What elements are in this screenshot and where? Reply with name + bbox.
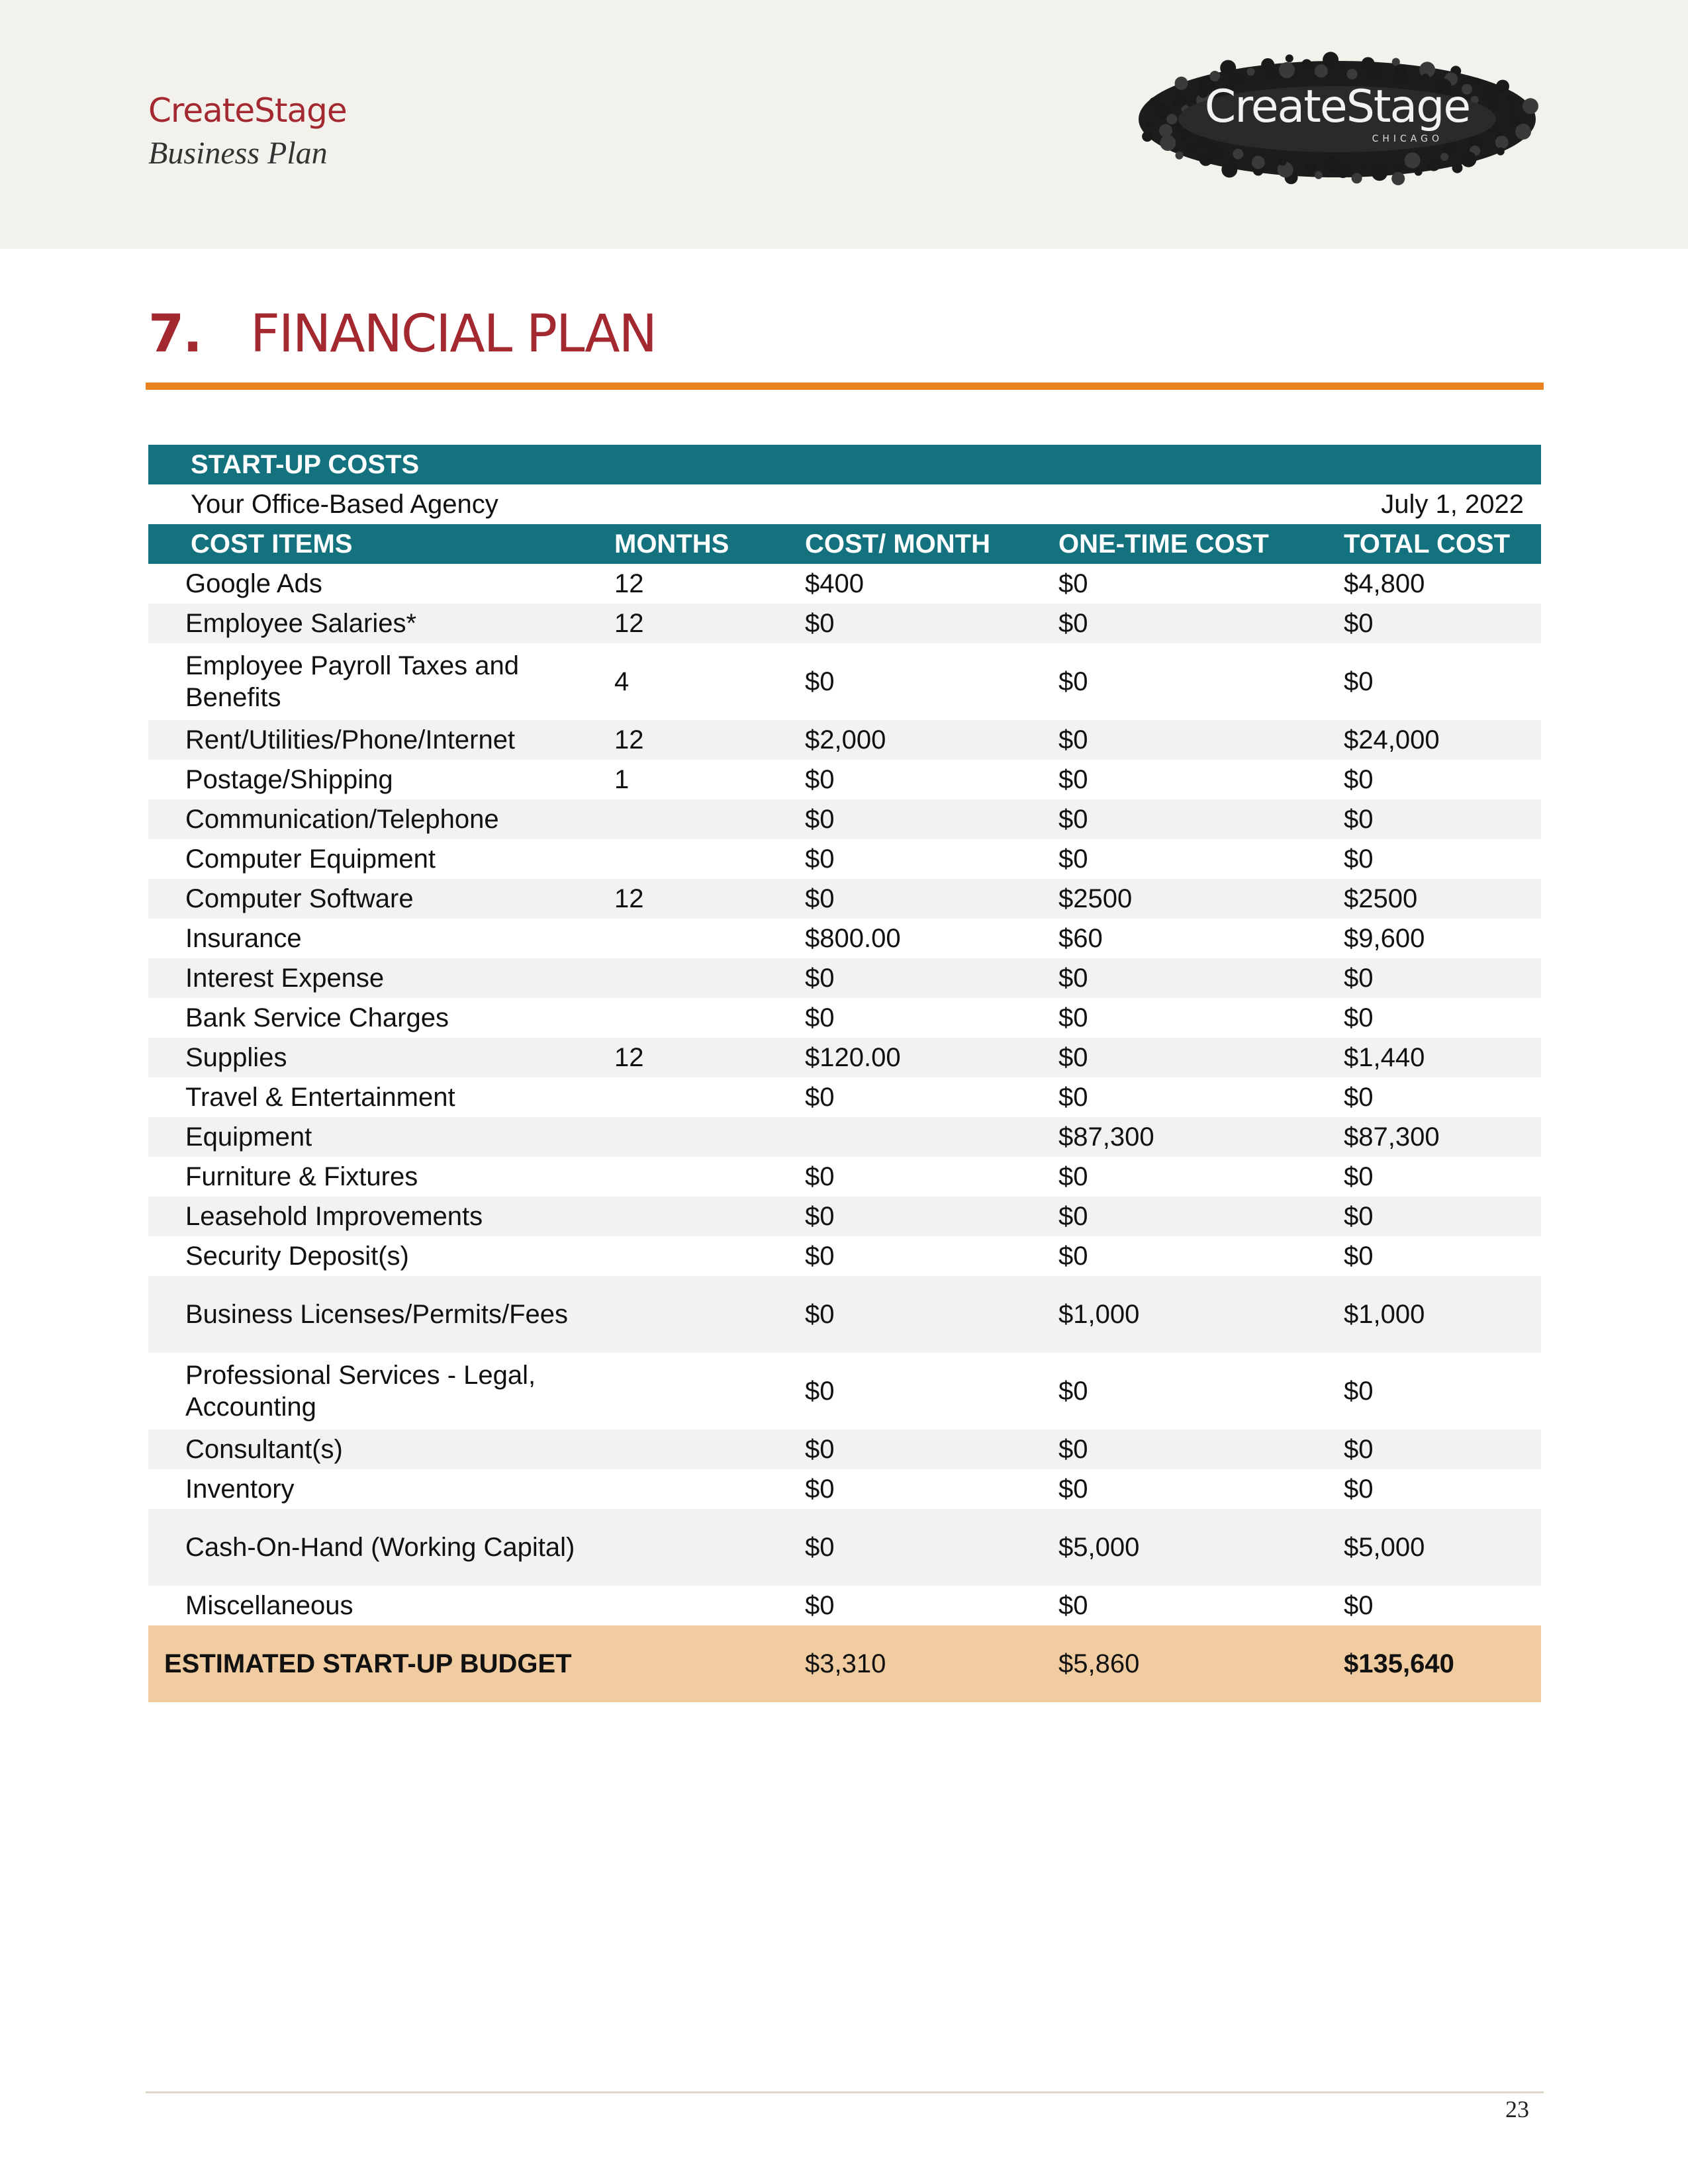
one-time-cost-cell: $0 — [1044, 1469, 1329, 1509]
cost-item-cell: Rent/Utilities/Phone/Internet — [148, 720, 598, 760]
table-row — [148, 564, 1541, 604]
months-cell — [598, 799, 790, 839]
cost-month-cell: $800.00 — [790, 919, 1044, 958]
months-cell — [598, 1077, 790, 1117]
total-label: ESTIMATED START-UP BUDGET — [148, 1625, 598, 1702]
logo-dot — [1146, 119, 1154, 127]
total-cost-cell: $0 — [1329, 1469, 1541, 1509]
cost-month-cell: $0 — [790, 1469, 1044, 1509]
cost-month-cell: $0 — [790, 1236, 1044, 1276]
total-cost-cell: $0 — [1329, 998, 1541, 1038]
logo-dot — [1440, 153, 1448, 161]
cost-month-cell: $0 — [790, 643, 1044, 720]
table-row — [148, 879, 1541, 919]
logo-dot — [1495, 136, 1509, 149]
total-cost-cell: $1,440 — [1329, 1038, 1541, 1077]
logo-dot — [1266, 71, 1276, 81]
cost-month-cell: $0 — [790, 799, 1044, 839]
startup-costs-table — [148, 445, 1541, 1702]
cost-month-cell: $0 — [790, 1276, 1044, 1353]
total-cost-cell: $0 — [1329, 1353, 1541, 1430]
logo-dot — [1261, 58, 1274, 71]
months-cell — [598, 958, 790, 998]
one-time-cost-cell: $0 — [1044, 760, 1329, 799]
months-cell: 12 — [598, 564, 790, 604]
logo-dot — [1392, 58, 1400, 66]
cost-item-cell: Bank Service Charges — [148, 998, 598, 1038]
cost-item-cell: Employee Payroll Taxes and Benefits — [148, 643, 598, 720]
cost-month-cell: $0 — [790, 1077, 1044, 1117]
one-time-cost-cell: $5,000 — [1044, 1509, 1329, 1586]
logo-dot — [1393, 161, 1403, 172]
table-row — [148, 1353, 1541, 1430]
table-row — [148, 1236, 1541, 1276]
one-time-cost-cell: $2500 — [1044, 879, 1329, 919]
logo-dot — [1415, 168, 1423, 176]
total-cost-cell: $4,800 — [1329, 564, 1541, 604]
cost-month-cell: $120.00 — [790, 1038, 1044, 1077]
total-months — [598, 1625, 790, 1702]
cost-item-cell: Computer Equipment — [148, 839, 598, 879]
section-title: FINANCIAL PLAN — [250, 304, 656, 364]
one-time-cost-cell: $0 — [1044, 1197, 1329, 1236]
logo-dot — [1352, 173, 1362, 183]
cost-item-cell: Travel & Entertainment — [148, 1077, 598, 1117]
logo-dot — [1323, 52, 1338, 68]
document-subtitle: Business Plan — [148, 136, 328, 171]
table-row — [148, 799, 1541, 839]
logo-dot — [1496, 80, 1509, 93]
logo-text: CreateStage — [1204, 81, 1470, 133]
table-title-row — [148, 445, 1541, 484]
logo-dot — [1506, 94, 1517, 105]
total-cost-cell: $0 — [1329, 1157, 1541, 1197]
months-cell — [598, 1353, 790, 1430]
cost-item-cell: Business Licenses/Permits/Fees — [148, 1276, 598, 1353]
logo-dot — [1159, 124, 1172, 137]
cost-month-cell: $0 — [790, 958, 1044, 998]
logo-dot — [1252, 156, 1265, 169]
cost-item-cell: Computer Software — [148, 879, 598, 919]
logo-dot — [1347, 69, 1358, 79]
brand-name: CreateStage — [148, 91, 347, 130]
total-cost-cell: $2500 — [1329, 879, 1541, 919]
one-time-cost-cell: $0 — [1044, 799, 1329, 839]
one-time-cost-cell: $0 — [1044, 1157, 1329, 1197]
logo-dot — [1176, 152, 1184, 159]
months-cell — [598, 1430, 790, 1469]
logo-dot — [1405, 152, 1421, 168]
table-row — [148, 760, 1541, 799]
total-cost-cell: $0 — [1329, 1586, 1541, 1625]
months-cell — [598, 919, 790, 958]
logo-dot — [1142, 131, 1152, 142]
cost-item-cell: Equipment — [148, 1117, 598, 1157]
cost-item-cell: Inventory — [148, 1469, 598, 1509]
one-time-cost-cell: $0 — [1044, 1353, 1329, 1430]
one-time-cost-cell: $0 — [1044, 1430, 1329, 1469]
cost-item-cell: Google Ads — [148, 564, 598, 604]
logo-subtext: CHICAGO — [1372, 134, 1443, 144]
logo-dot — [1160, 135, 1176, 151]
table-row — [148, 1197, 1541, 1236]
one-time-cost-cell: $1,000 — [1044, 1276, 1329, 1353]
one-time-cost-cell: $0 — [1044, 1077, 1329, 1117]
column-header: TOTAL COST — [1329, 524, 1541, 564]
logo-dot — [1209, 71, 1220, 81]
one-time-cost-cell: $87,300 — [1044, 1117, 1329, 1157]
total-cost-cell: $9,600 — [1329, 919, 1541, 958]
total-one-time: $5,860 — [1044, 1625, 1329, 1702]
table-row — [148, 1469, 1541, 1509]
logo-dot — [1325, 156, 1340, 172]
months-cell: 12 — [598, 720, 790, 760]
logo-dot — [1360, 163, 1368, 171]
months-cell: 12 — [598, 604, 790, 643]
total-cost-month: $3,310 — [790, 1625, 1044, 1702]
table-row — [148, 1276, 1541, 1353]
cost-month-cell: $0 — [790, 839, 1044, 879]
logo-dot — [1315, 64, 1328, 77]
logo-dot — [1339, 63, 1347, 71]
logo-dot — [1279, 158, 1287, 166]
cost-item-cell: Miscellaneous — [148, 1586, 598, 1625]
logo-dot — [1233, 149, 1243, 159]
cost-month-cell: $0 — [790, 1430, 1044, 1469]
logo-dot — [1149, 97, 1160, 108]
months-cell — [598, 1236, 790, 1276]
one-time-cost-cell: $0 — [1044, 604, 1329, 643]
total-amount: $135,640 — [1329, 1625, 1541, 1702]
months-cell — [598, 998, 790, 1038]
total-cost-cell: $0 — [1329, 839, 1541, 879]
section-divider — [146, 383, 1544, 390]
total-cost-cell: $0 — [1329, 1077, 1541, 1117]
logo-dot — [1229, 158, 1237, 165]
section-number: 7. — [148, 304, 201, 364]
logo-dot — [1220, 60, 1236, 76]
logo-dot — [1507, 107, 1515, 115]
one-time-cost-cell: $0 — [1044, 1038, 1329, 1077]
table-title: START-UP COSTS — [148, 445, 1541, 484]
logo-dot — [1452, 163, 1463, 173]
months-cell — [598, 1509, 790, 1586]
one-time-cost-cell: $0 — [1044, 1586, 1329, 1625]
one-time-cost-cell: $0 — [1044, 839, 1329, 879]
logo-dot — [1427, 158, 1440, 171]
months-cell: 12 — [598, 1038, 790, 1077]
one-time-cost-cell: $60 — [1044, 919, 1329, 958]
one-time-cost-cell: $0 — [1044, 998, 1329, 1038]
logo-dot — [1301, 59, 1312, 69]
cost-item-cell: Consultant(s) — [148, 1430, 598, 1469]
cost-item-cell: Leasehold Improvements — [148, 1197, 598, 1236]
logo-dot — [1391, 172, 1405, 185]
logo-dot — [1372, 165, 1387, 181]
months-cell — [598, 1157, 790, 1197]
column-header: ONE-TIME COST — [1044, 524, 1329, 564]
cost-item-cell: Professional Services - Legal, Accounting — [148, 1353, 598, 1430]
months-cell — [598, 1276, 790, 1353]
months-cell — [598, 1586, 790, 1625]
page-number: 23 — [1505, 2096, 1529, 2122]
months-cell — [598, 839, 790, 879]
table-row — [148, 1117, 1541, 1157]
column-header: COST/ MONTH — [790, 524, 1044, 564]
total-cost-cell: $0 — [1329, 958, 1541, 998]
one-time-cost-cell: $0 — [1044, 564, 1329, 604]
table-row — [148, 1586, 1541, 1625]
months-cell: 1 — [598, 760, 790, 799]
table-row — [148, 919, 1541, 958]
one-time-cost-cell: $0 — [1044, 958, 1329, 998]
logo-dot — [1247, 68, 1255, 75]
total-cost-cell: $24,000 — [1329, 720, 1541, 760]
cost-item-cell: Security Deposit(s) — [148, 1236, 598, 1276]
total-cost-cell: $5,000 — [1329, 1509, 1541, 1586]
one-time-cost-cell: $0 — [1044, 720, 1329, 760]
months-cell — [598, 1117, 790, 1157]
footer-divider — [146, 2091, 1544, 2093]
total-cost-cell: $87,300 — [1329, 1117, 1541, 1157]
total-cost-cell: $0 — [1329, 1236, 1541, 1276]
column-header: MONTHS — [598, 524, 790, 564]
months-cell: 12 — [598, 879, 790, 919]
table-row — [148, 839, 1541, 879]
months-cell — [598, 1469, 790, 1509]
table-info-row — [148, 484, 1541, 524]
table-row — [148, 604, 1541, 643]
table-row — [148, 998, 1541, 1038]
cost-month-cell: $0 — [790, 604, 1044, 643]
one-time-cost-cell: $0 — [1044, 1236, 1329, 1276]
header-band — [0, 0, 1688, 249]
table-row — [148, 1077, 1541, 1117]
logo-dot — [1315, 171, 1323, 179]
logo-dot — [1515, 124, 1531, 140]
total-cost-cell: $0 — [1329, 1430, 1541, 1469]
table-row — [148, 1430, 1541, 1469]
column-header: COST ITEMS — [148, 524, 598, 564]
logo-dot — [1166, 114, 1177, 124]
table-row — [148, 958, 1541, 998]
cost-month-cell: $0 — [790, 1353, 1044, 1430]
table-row — [148, 1038, 1541, 1077]
one-time-cost-cell: $0 — [1044, 643, 1329, 720]
table-row — [148, 1157, 1541, 1197]
cost-month-cell: $0 — [790, 998, 1044, 1038]
cost-month-cell: $0 — [790, 1586, 1044, 1625]
section-heading — [148, 304, 656, 364]
months-cell — [598, 1197, 790, 1236]
total-cost-cell: $1,000 — [1329, 1276, 1541, 1353]
logo-dot — [1367, 64, 1383, 79]
cost-month-cell: $400 — [790, 564, 1044, 604]
cost-month-cell: $0 — [790, 1509, 1044, 1586]
cost-month-cell — [790, 1117, 1044, 1157]
total-cost-cell: $0 — [1329, 1197, 1541, 1236]
total-cost-cell: $0 — [1329, 799, 1541, 839]
logo-dot — [1461, 152, 1477, 167]
logo-dot — [1523, 98, 1538, 114]
cost-month-cell: $0 — [790, 760, 1044, 799]
cost-item-cell: Postage/Shipping — [148, 760, 598, 799]
months-cell: 4 — [598, 643, 790, 720]
logo-dot — [1305, 162, 1315, 173]
table-date: July 1, 2022 — [1044, 484, 1541, 524]
cost-month-cell: $2,000 — [790, 720, 1044, 760]
logo-dot — [1286, 54, 1293, 62]
cost-item-cell: Supplies — [148, 1038, 598, 1077]
total-cost-cell: $0 — [1329, 643, 1541, 720]
logo-dot — [1279, 62, 1295, 78]
table-row — [148, 643, 1541, 720]
createstage-logo — [1112, 41, 1562, 200]
company-name: Your Office-Based Agency — [148, 484, 1044, 524]
column-header-row — [148, 524, 1541, 564]
table-row — [148, 720, 1541, 760]
cost-item-cell: Cash-On-Hand (Working Capital) — [148, 1509, 598, 1586]
total-row — [148, 1625, 1541, 1702]
cost-item-cell: Furniture & Fixtures — [148, 1157, 598, 1197]
table-row — [148, 1509, 1541, 1586]
total-cost-cell: $0 — [1329, 760, 1541, 799]
cost-month-cell: $0 — [790, 879, 1044, 919]
logo-dot — [1497, 148, 1505, 156]
cost-item-cell: Interest Expense — [148, 958, 598, 998]
cost-item-cell: Communication/Telephone — [148, 799, 598, 839]
cost-month-cell: $0 — [790, 1197, 1044, 1236]
total-cost-cell: $0 — [1329, 604, 1541, 643]
logo-dot — [1186, 143, 1196, 154]
cost-month-cell: $0 — [790, 1157, 1044, 1197]
cost-item-cell: Insurance — [148, 919, 598, 958]
cost-item-cell: Employee Salaries* — [148, 604, 598, 643]
